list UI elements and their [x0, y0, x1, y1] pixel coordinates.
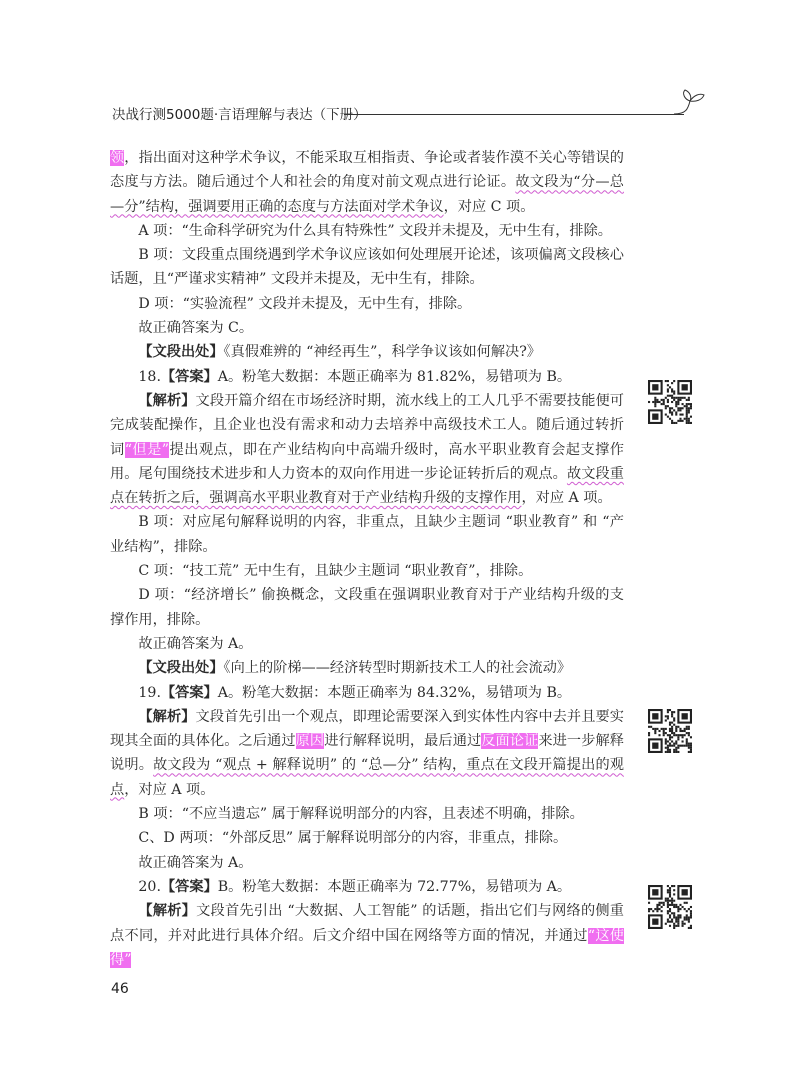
qr-code-q19[interactable]: [648, 709, 692, 753]
wavy-underline-key-point: 故文段为“分—总—分”结构，强调要用正确的态度与方法面对学术争议: [110, 174, 624, 215]
conclusion: 故正确答案为 A。: [138, 635, 253, 652]
running-header: [112, 103, 712, 127]
answer-line-q18: 18.【答案】A。粉笔大数据：本题正确率为 81.82%，易错项为 B。: [138, 368, 572, 385]
option-b-analysis: B 项：“不应当遗忘” 属于解释说明部分的内容，且表述不明确，排除。: [138, 806, 584, 823]
highlight-mark: 原因: [295, 733, 325, 750]
highlight-mark: 反面论证: [481, 733, 539, 750]
option-b-analysis: B 项：文段重点围绕遇到学术争议应该如何处理展开论述，该项偏离文段核心话题，且“严谨求实精神” 文段并未提及，无中生有，排除。: [110, 247, 624, 288]
analysis-q20: 【解析】文段首先引出 “大数据、人工智能” 的话题，指出它们与网络的侧重点不同，并对此进行具体介绍。后文介绍中国在网络等方面的情况，并通过“这使得”: [110, 903, 624, 968]
qr-code-q18[interactable]: [648, 380, 692, 424]
highlight-mark: “但是”: [124, 441, 170, 458]
analysis-q18: 【解析】文段开篇介绍在市场经济时期，流水线上的工人几乎不需要技能便可完成装配操作，且企业也没有需求和动力去培养中高级技术工人。随后通过转折词“但是”提出观点，即在产业结构向中高端升级时，高水平职业教育会起支撑作用。尾句围绕技术进步和人力资本的双向作用进一步论证转折后的观点。故文段重点在转折之后，强调高水平职业教育对于产业结构升级的支撑作用，对应 A 项。: [110, 392, 624, 507]
option-d-analysis: D 项：“经济增长” 偷换概念，文段重在强调职业教育对于产业结构升级的支撑作用，排除。: [110, 587, 624, 628]
option-a-analysis: A 项：“生命科学研究为什么具有特殊性” 文段并未提及，无中生有，排除。: [138, 222, 612, 239]
conclusion: 故正确答案为 A。: [138, 854, 253, 871]
highlight-mark: “这使得”: [110, 927, 624, 968]
source-line: 【文段出处】《真假难辨的 “神经再生”，科学争议该如何解决?》: [138, 344, 541, 361]
wavy-underline-key-point: 故文段重点在转折之后，强调高水平职业教育对于产业结构升级的支撑作用: [110, 465, 624, 507]
highlight-mark: 领: [110, 150, 125, 166]
wavy-underline-key-point: 故文段为 “观点 + 解释说明” 的 “总—分” 结构，重点在文段开篇提出的观点: [110, 757, 624, 798]
source-line: 【文段出处】《向上的阶梯——经济转型时期新技术工人的社会流动》: [138, 660, 572, 677]
option-b-analysis: B 项：对应尾句解释说明的内容，非重点，且缺少主题词 “职业教育” 和 “产业结构”，排除。: [110, 514, 624, 555]
page-number: 46: [111, 981, 129, 997]
analysis-q19: 【解析】文段首先引出一个观点，即理论需要深入到实体性内容中去并且要实现其全面的具体化。之后通过原因进行解释说明，最后通过反面论证来进一步解释说明。故文段为 “观点 + 解释说明” 的 “总—分” 结构，重点在文段开篇提出的观点，对应 A 项。: [110, 708, 624, 798]
header-rule: [344, 114, 684, 115]
conclusion: 故正确答案为 C。: [138, 320, 254, 337]
option-c-analysis: C 项：“技工荒” 无中生有，且缺少主题词 “职业教育”，排除。: [138, 563, 533, 580]
book-title: 决战行测5000题·言语理解与表达（下册）: [112, 107, 367, 123]
option-cd-analysis: C、D 两项：“外部反思” 属于解释说明部分的内容，非重点，排除。: [138, 830, 568, 847]
leaf-decoration-icon: [672, 89, 708, 117]
answer-line-q20: 20.【答案】B。粉笔大数据：本题正确率为 72.77%，易错项为 A。: [138, 878, 572, 895]
page-content: [110, 146, 624, 972]
paragraph-q17-continued: 领，指出面对这种学术争议，不能采取互相指责、争论或者装作漠不关心等错误的态度与方法。随后通过个人和社会的角度对前文观点进行论证。故文段为“分—总—分”结构，强调要用正确的态度与方法面对学术争议，对应 C 项。: [110, 150, 624, 215]
qr-code-q20[interactable]: [648, 885, 692, 929]
option-d-analysis: D 项：“实验流程” 文段并未提及，无中生有，排除。: [138, 295, 472, 312]
answer-line-q19: 19.【答案】A。粉笔大数据：本题正确率为 84.32%，易错项为 B。: [138, 684, 572, 701]
